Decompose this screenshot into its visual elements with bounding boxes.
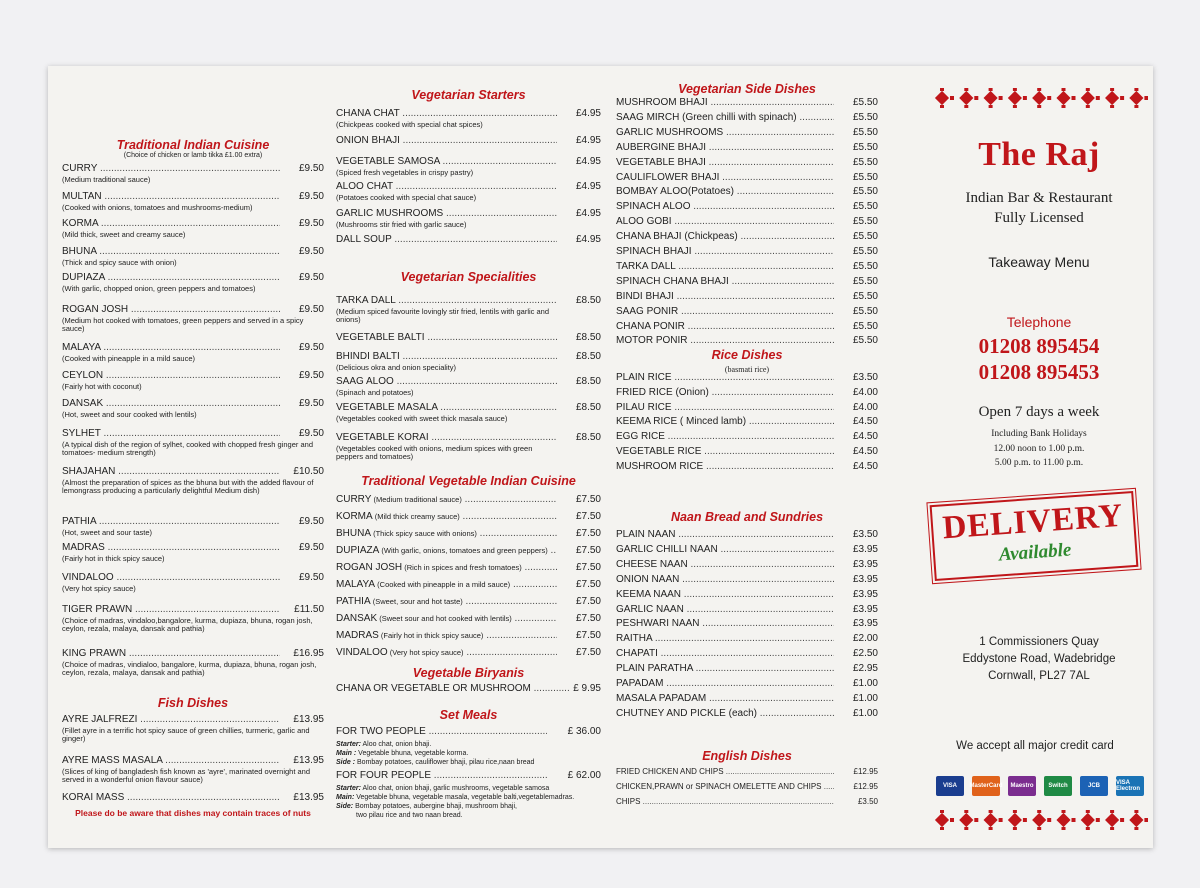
item-name-text: DANSAK	[336, 613, 378, 624]
set-meal-line	[356, 811, 601, 820]
item-price: £5.50	[852, 275, 878, 287]
item-name: BHUNA .....	[62, 246, 280, 258]
delivery-available: Available	[998, 539, 1073, 566]
item-name: ROGAN JOSH .....	[62, 304, 280, 316]
item-name: SPINACH BHAJI .....	[616, 246, 834, 258]
set-meal-dishes: Aloo chat, onion bhaji, garlic mushrooms, vegetable samosa	[360, 785, 550, 792]
item-name: GARLIC CHILLI NAAN .....	[616, 544, 834, 556]
item-name-text: PATHIA	[336, 596, 371, 607]
item-name: VEGETABLE SAMOSA .....	[336, 156, 557, 168]
item-price: £ 62.00	[567, 770, 601, 781]
telephone-2[interactable]: 01208 895453	[978, 360, 1100, 384]
item-price: £9.50	[298, 163, 324, 174]
credit-card-logo: MasterCard	[972, 776, 1000, 796]
item-price: £5.50	[852, 156, 878, 168]
cards-text: We accept all major credit card	[956, 740, 1114, 752]
item-name: KING PRAWN .....	[62, 648, 280, 660]
item-price: £7.50	[575, 613, 601, 624]
item-price: £9.50	[298, 191, 324, 202]
item-name: MULTAN .....	[62, 191, 280, 203]
item-name: KEEMA NAAN .....	[616, 589, 834, 601]
item-name: FRIED RICE (Onion) .....	[616, 387, 834, 399]
item-name: SPINACH ALOO .....	[616, 201, 834, 213]
set-meal-course: Side :	[336, 759, 356, 766]
item-name: RAITHA .....	[616, 633, 834, 645]
set-meal-course: Main:	[336, 794, 355, 801]
telephone-label: Telephone	[1006, 314, 1072, 330]
section-title-biryani: Vegetable Biryanis	[412, 666, 525, 680]
item-price: £1.00	[852, 678, 878, 689]
item-name: VINDALOO .....	[62, 572, 280, 584]
item-price: £9.50	[298, 342, 324, 353]
address-line-1: 1 Commissioners Quay	[979, 636, 1099, 648]
ornament-border-bottom	[930, 810, 1148, 830]
item-name: CHANA PONIR .....	[616, 321, 834, 333]
item-name: AYRE JALFREZI .....	[62, 714, 280, 726]
item-name: BOMBAY ALOO(Potatoes) .....	[616, 186, 834, 198]
subtitle-licensed: Fully Licensed	[994, 210, 1084, 226]
item-description: (Spiced fresh vegetables in crispy pastry)	[336, 168, 474, 177]
item-name: AYRE MASS MASALA .....	[62, 755, 280, 767]
item-name: CEYLON .....	[62, 370, 280, 382]
item-price: £5.50	[852, 305, 878, 317]
item-name: KORAI MASS .....	[62, 792, 280, 804]
item-name: FRIED CHICKEN AND CHIPS .....	[616, 766, 834, 778]
credit-card-logo: JCB	[1080, 776, 1108, 796]
item-price: £8.50	[575, 402, 601, 413]
item-name: CHICKEN,PRAWN or SPINACH OMELETTE AND CHIPS .....	[616, 781, 834, 793]
item-price: £3.95	[852, 573, 878, 585]
item-name: SAAG MIRCH (Green chilli with spinach) .....	[616, 112, 834, 124]
allergy-warning: Please do be aware that dishes may contain traces of nuts	[75, 808, 311, 818]
menu-type: Takeaway Menu	[988, 254, 1090, 270]
item-name: SAAG ALOO .....	[336, 376, 557, 388]
item-description: (With garlic, onions, tomatoes and green peppers)	[379, 546, 548, 555]
item-description: (Medium hot cooked with tomatoes, green peppers and served in a spicy sauce)	[62, 316, 304, 333]
item-price: £9.50	[298, 428, 324, 439]
item-price: £4.95	[575, 208, 601, 219]
item-name	[336, 562, 557, 574]
item-price: £9.50	[298, 370, 324, 381]
item-name-text: BHUNA	[336, 528, 372, 539]
item-name: VEGETABLE MASALA .....	[336, 402, 557, 414]
item-name-text: KORMA	[336, 511, 373, 522]
delivery-word: DELIVERY	[941, 497, 1125, 547]
item-price: £ 36.00	[567, 726, 601, 737]
credit-card-logos	[936, 776, 1152, 798]
item-price: £7.50	[575, 647, 601, 658]
item-description: (Almost the preparation of spices as the bhuna but with the added flavour of lemongrass producing a particularly delightful Medium dish)	[62, 478, 314, 495]
item-description: (Rich in spices and fresh tomatoes)	[402, 563, 522, 572]
menu-sheet	[48, 66, 1153, 848]
item-description: (With garlic, chopped onion, green peppers and tomatoes)	[62, 284, 256, 293]
item-description: (Fairly hot with coconut)	[62, 382, 142, 391]
subtitle-bar: Indian Bar & Restaurant	[965, 190, 1113, 206]
item-price: £3.50	[852, 372, 878, 383]
item-description: (Vegetables cooked with sweet thick masala sauce)	[336, 414, 508, 423]
item-price: £5.50	[852, 186, 878, 198]
item-name: PLAIN PARATHA .....	[616, 663, 834, 675]
item-description: (Thick spicy sauce with onions)	[371, 529, 477, 538]
set-meal-dishes: Vegetable bhuna, vegetable masala, vegetable balti,vegetablemadras.	[354, 794, 575, 801]
item-name	[336, 494, 557, 506]
section-title-set-meals: Set Meals	[439, 708, 498, 722]
item-price: £16.95	[293, 648, 324, 659]
item-price: £8.50	[575, 376, 601, 387]
set-meal-dishes: Vegetable bhuna, vegetable korma.	[356, 750, 469, 757]
item-price: £4.95	[575, 234, 601, 245]
item-name: ONION NAAN .....	[616, 574, 834, 586]
item-name: PILAU RICE .....	[616, 402, 834, 414]
item-name: PESHWARI NAAN .....	[616, 618, 834, 630]
set-meal-line	[336, 793, 601, 802]
item-name: ONION BHAJI .....	[336, 135, 557, 147]
item-name	[336, 647, 557, 659]
item-name	[336, 613, 557, 625]
item-name-text: ROGAN JOSH	[336, 562, 403, 573]
item-description: (Medium traditional sauce)	[62, 175, 151, 184]
item-description: (Mild thick creamy sauce)	[372, 512, 460, 521]
item-price: £9.50	[298, 246, 324, 257]
item-name: SHAJAHAN .....	[62, 466, 280, 478]
item-price: £7.50	[575, 562, 601, 573]
item-description: (Cooked with pineapple in a mild sauce)	[375, 580, 511, 589]
item-price: £9.50	[298, 516, 324, 527]
item-price: £5.50	[852, 260, 878, 272]
item-price: £3.95	[852, 618, 878, 630]
item-price: £5.50	[852, 201, 878, 213]
item-description: (Very hot spicy sauce)	[62, 584, 136, 593]
item-description: (Spinach and potatoes)	[336, 388, 414, 397]
item-name: VEGETABLE KORAI .....	[336, 432, 557, 444]
section-title-fish: Fish Dishes	[157, 696, 229, 710]
set-meal-line	[336, 758, 601, 767]
item-name	[336, 528, 557, 540]
biryani-price: £ 9.95	[569, 683, 601, 695]
item-description: (Chickpeas cooked with special chat spices)	[336, 120, 483, 129]
item-name: KEEMA RICE ( Minced lamb) .....	[616, 416, 834, 428]
item-name: TARKA DALL .....	[616, 261, 834, 273]
item-price: £4.95	[575, 108, 601, 119]
item-price: £3.50	[852, 529, 878, 540]
item-price: £5.50	[852, 171, 878, 183]
item-name	[336, 596, 557, 608]
credit-card-logo: VISA Electron	[1116, 776, 1144, 796]
item-price: £4.95	[575, 156, 601, 167]
item-description: (Medium spiced favourite lovingly stir fried, lentils with garlic and onions)	[336, 307, 550, 324]
item-name: ALOO CHAT .....	[336, 181, 557, 193]
section-title-rice: Rice Dishes	[711, 348, 783, 362]
item-price: £1.00	[852, 692, 878, 704]
section-title-trad-veg: Traditional Vegetable Indian Cuisine	[361, 474, 576, 488]
telephone-1[interactable]: 01208 895454	[978, 334, 1100, 358]
item-description: (Mushrooms stir fried with garlic sauce)	[336, 220, 467, 229]
item-price: £4.95	[575, 181, 601, 192]
item-name: EGG RICE .....	[616, 431, 834, 443]
item-description: (Very hot spicy sauce)	[387, 648, 464, 657]
address-line-2: Eddystone Road, Wadebridge	[962, 653, 1116, 665]
item-description: (Delicious okra and onion speciality)	[336, 363, 457, 372]
bank-holidays: Including Bank Holidays	[991, 429, 1087, 439]
item-name: PATHIA .....	[62, 516, 280, 528]
item-price: £8.50	[575, 295, 601, 306]
item-price: £13.95	[293, 792, 324, 803]
item-price: £5.50	[852, 320, 878, 332]
credit-card-logo: VISA	[936, 776, 964, 796]
item-description: (Fairly hot in thick spicy sauce)	[62, 554, 165, 563]
item-description: (Hot, sweet and sour taste)	[62, 528, 153, 537]
item-name: CHUTNEY AND PICKLE (each) .....	[616, 708, 834, 720]
set-meal-line	[336, 784, 601, 793]
item-price: £3.95	[852, 543, 878, 555]
item-price: £9.50	[298, 542, 324, 553]
item-price: £4.50	[852, 416, 878, 428]
item-name: TIGER PRAWN .....	[62, 604, 280, 616]
item-name: GARLIC MUSHROOMS .....	[616, 127, 834, 139]
open-days: Open 7 days a week	[978, 404, 1100, 420]
set-meal-dishes: Aloo chat, onion bhaji.	[360, 741, 432, 748]
item-description: (Slices of king of bangladesh fish known as 'ayre', marinated overnight and served in a wonderful onion flavour sauce)	[62, 767, 311, 784]
section-note: (Choice of chicken or lamb tikka £1.00 extra)	[123, 152, 263, 159]
delivery-stamp	[930, 491, 1139, 581]
item-description: (Cooked with onions, tomatoes and mushrooms-medium)	[62, 203, 253, 212]
item-name: MASALA PAPADAM .....	[616, 693, 834, 705]
item-name: SPINACH CHANA BHAJI .....	[616, 276, 834, 288]
item-name: DANSAK .....	[62, 398, 280, 410]
item-price: £4.50	[852, 460, 878, 472]
item-name	[336, 630, 557, 642]
item-description: (A typical dish of the region of sylhet, cooked with chopped fresh ginger and tomatoes- medium strength)	[62, 440, 313, 457]
item-price: £2.95	[852, 663, 878, 675]
section-title-veg-sides: Vegetarian Side Dishes	[678, 82, 816, 96]
item-price: £7.50	[575, 630, 601, 641]
item-price: £7.50	[575, 545, 601, 556]
item-name: CURRY .....	[62, 163, 280, 175]
item-price: £9.50	[298, 398, 324, 409]
item-price: £1.00	[852, 707, 878, 719]
item-name: VEGETABLE RICE .....	[616, 446, 834, 458]
set-meal-line	[336, 740, 601, 749]
item-price: £12.95	[853, 767, 878, 776]
set-meal-dishes: Bombay potatoes, aubergine bhaji, mushroom bhaji,	[353, 803, 517, 810]
item-price: £4.95	[575, 135, 601, 146]
item-price: £2.50	[852, 648, 878, 660]
item-price: £3.95	[852, 558, 878, 570]
item-name: BHINDI BALTI .....	[336, 351, 557, 363]
set-meal-course: Starter:	[336, 741, 361, 748]
item-description: (Medium traditional sauce)	[371, 495, 462, 504]
item-name: MALAYA .....	[62, 342, 280, 354]
item-price: £13.95	[293, 714, 324, 725]
item-name: VEGETABLE BALTI .....	[336, 332, 557, 344]
address-line-3: Cornwall, PL27 7AL	[988, 670, 1090, 682]
item-name: DUPIAZA .....	[62, 272, 280, 284]
item-name: BINDI BHAJI .....	[616, 291, 834, 303]
item-name: DALL SOUP .....	[336, 234, 557, 246]
item-name: AUBERGINE BHAJI .....	[616, 142, 834, 154]
item-price: £5.50	[852, 246, 878, 257]
item-name: FOR TWO PEOPLE .....	[336, 726, 547, 738]
section-title-english: English Dishes	[702, 749, 792, 763]
hours-evening: 5.00 p.m. to 11.00 p.m.	[994, 458, 1084, 468]
item-name-text: MALAYA	[336, 579, 376, 590]
item-price: £7.50	[575, 511, 601, 522]
item-price: £7.50	[575, 596, 601, 607]
item-name	[336, 511, 557, 523]
item-price: £4.00	[852, 401, 878, 413]
item-description: (Choice of madras, vindialoo, bangalore, kurma, dupiaza, bhuna, rogan josh, ceylon, rezala, malaya, dansak and pathia)	[62, 660, 317, 677]
section-title-traditional: Traditional Indian Cuisine	[116, 138, 270, 152]
item-name: CHANA CHAT .....	[336, 108, 557, 120]
item-price: £5.50	[852, 290, 878, 302]
credit-card-logo: Switch	[1044, 776, 1072, 796]
item-name	[336, 545, 557, 557]
item-price: £3.50	[857, 797, 878, 806]
item-price: £2.00	[852, 633, 878, 645]
item-description: (Hot, sweet and sour cooked with lentils)	[62, 410, 197, 419]
item-name: FOR FOUR PEOPLE .....	[336, 770, 547, 782]
item-price: £7.50	[575, 528, 601, 539]
item-name: TARKA DALL .....	[336, 295, 557, 307]
item-name-text: MADRAS	[336, 630, 379, 641]
item-name: SYLHET .....	[62, 428, 280, 440]
item-name-text: VINDALOO	[336, 647, 388, 658]
restaurant-name: The Raj	[978, 136, 1100, 173]
item-name: CHAPATI .....	[616, 648, 834, 660]
item-name: GARLIC NAAN .....	[616, 604, 834, 616]
item-price: £5.50	[852, 335, 878, 347]
section-title-veg-specialities: Vegetarian Specialities	[400, 270, 537, 284]
item-price: £13.95	[293, 755, 324, 766]
item-price: £8.50	[575, 351, 601, 362]
item-price: £7.50	[575, 494, 601, 505]
item-name: PLAIN RICE .....	[616, 372, 834, 384]
item-name-text: CURRY	[336, 494, 372, 505]
item-name: MOTOR PONIR .....	[616, 335, 834, 347]
set-meal-course: Starter:	[336, 785, 361, 792]
item-description: (Fairly hot in thick spicy sauce)	[378, 631, 484, 640]
item-name: SAAG PONIR .....	[616, 306, 834, 318]
item-description: (Sweet sour and hot cooked with lentils)	[377, 614, 512, 623]
item-price: £9.50	[298, 572, 324, 583]
item-price: £5.50	[852, 126, 878, 138]
item-price: £11.50	[294, 604, 324, 615]
set-meal-dishes: two pilau rice and two naan bread.	[356, 812, 463, 819]
credit-card-logo: Maestro	[1008, 776, 1036, 796]
ornament-border-top	[930, 88, 1148, 108]
item-price: £5.50	[852, 97, 878, 108]
set-meal-course: Main :	[336, 750, 357, 757]
item-name: VEGETABLE BHAJI .....	[616, 157, 834, 169]
item-price: £9.50	[298, 272, 324, 283]
item-name: CHANA BHAJI (Chickpeas) .....	[616, 231, 834, 243]
item-price: £3.95	[852, 588, 878, 600]
item-name: ALOO GOBI .....	[616, 216, 834, 228]
item-description: (Choice of madras, vindaloo,bangalore, kurma, dupiaza, bhuna, rogan josh, ceylon, rezala, malaya, dansak and pathia)	[62, 616, 313, 633]
item-price: £12.95	[853, 782, 878, 791]
item-description: (Fillet ayre in a terrific hot spicy sauce of green chillies, turmeric, garlic and ginger)	[62, 726, 310, 743]
set-meal-line	[336, 802, 601, 811]
item-description: (Mild thick, sweet and creamy sauce)	[62, 230, 186, 239]
hours-lunch: 12.00 noon to 1.00 p.m.	[993, 444, 1085, 454]
item-name: KORMA .....	[62, 218, 280, 230]
item-description: (Sweet, sour and hot taste)	[370, 597, 463, 606]
item-price: £5.50	[852, 141, 878, 153]
item-price: £5.50	[852, 231, 878, 243]
item-name: MADRAS .....	[62, 542, 280, 554]
item-price: £4.50	[852, 431, 878, 443]
item-name: MUSHROOM RICE .....	[616, 461, 834, 473]
item-description: (Cooked with pineapple in a mild sauce)	[62, 354, 195, 363]
rice-note: (basmati rice)	[724, 365, 770, 374]
item-name: CAULIFLOWER BHAJI .....	[616, 172, 834, 184]
item-price: £4.50	[852, 446, 878, 457]
item-price: £10.50	[293, 466, 324, 477]
set-meal-line	[336, 749, 601, 758]
item-name: GARLIC MUSHROOMS .....	[336, 208, 557, 220]
item-price: £9.50	[298, 218, 324, 229]
item-name: CHANA OR VEGETABLE OR MUSHROOM .....	[336, 683, 601, 695]
item-price: £8.50	[575, 432, 601, 443]
item-price: £9.50	[298, 304, 324, 315]
section-title-veg-starters: Vegetarian Starters	[411, 88, 526, 102]
item-price: £7.50	[575, 579, 601, 590]
item-name	[336, 579, 557, 591]
item-description: (Potatoes cooked with special chat sauce)	[336, 193, 477, 202]
item-name-text: DUPIAZA	[336, 545, 380, 556]
item-price: £8.50	[575, 332, 601, 343]
item-description: (Thick and spicy sauce with onion)	[62, 258, 177, 267]
item-price: £3.95	[852, 603, 878, 615]
item-name: PAPADAM .....	[616, 678, 834, 690]
set-meal-dishes: Bombay potatoes, cauliflower bhaji, pilau rice,naan bread	[355, 759, 535, 766]
set-meal-course: Side:	[336, 803, 354, 810]
item-name: CHEESE NAAN .....	[616, 559, 834, 571]
section-title-naan: Naan Bread and Sundries	[670, 510, 824, 524]
item-description: (Vegetables cooked with onions, medium spices with green peppers and tomatoes)	[336, 444, 533, 461]
item-name: PLAIN NAAN .....	[616, 529, 834, 541]
item-price: £5.50	[852, 111, 878, 123]
item-name: CHIPS .....	[616, 796, 834, 808]
item-price: £4.00	[852, 386, 878, 398]
item-price: £5.50	[852, 216, 878, 228]
item-name: MUSHROOM BHAJI .....	[616, 97, 834, 109]
